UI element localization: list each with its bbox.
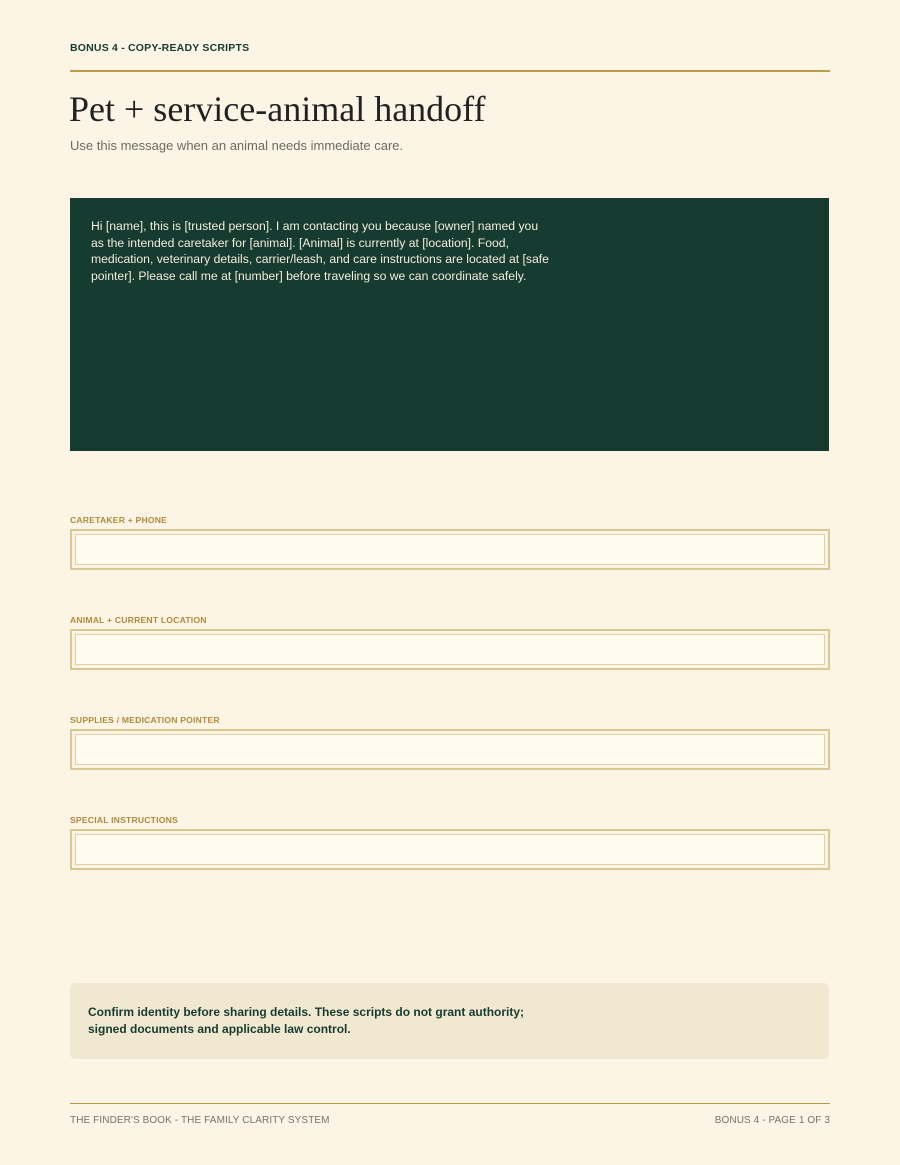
footer-divider: [70, 1103, 830, 1104]
disclaimer-text: Confirm identity before sharing details. These scripts do not grant authority; signed documents and applicable law control.: [88, 1005, 525, 1036]
field-label-animal-location: ANIMAL + CURRENT LOCATION: [70, 615, 207, 625]
footer-book-title: THE FINDER'S BOOK - THE FAMILY CLARITY SYSTEM: [70, 1115, 330, 1126]
section-eyebrow: BONUS 4 - COPY-READY SCRIPTS: [70, 42, 250, 54]
script-message-box: [70, 198, 829, 451]
field-label-caretaker-phone: CARETAKER + PHONE: [70, 515, 168, 525]
field-supplies-medication-input[interactable]: [75, 734, 825, 765]
field-supplies-medication[interactable]: [70, 729, 830, 770]
footer-page-number: BONUS 4 - PAGE 1 OF 3: [714, 1115, 830, 1126]
field-label-supplies-medication: SUPPLIES / MEDICATION POINTER: [70, 715, 220, 725]
disclaimer-note: [70, 983, 829, 1059]
field-special-instructions[interactable]: [70, 829, 830, 870]
page-title: Pet + service-animal handoff: [69, 89, 486, 129]
field-animal-location[interactable]: [70, 629, 830, 670]
field-caretaker-phone-input[interactable]: [75, 534, 825, 565]
field-animal-location-input[interactable]: [75, 634, 825, 665]
field-label-special-instructions: SPECIAL INSTRUCTIONS: [70, 815, 178, 825]
field-special-instructions-input[interactable]: [75, 834, 825, 865]
header-divider: [70, 70, 830, 72]
field-caretaker-phone[interactable]: [70, 529, 830, 570]
page-subtitle: Use this message when an animal needs immediate care.: [70, 138, 404, 153]
script-message-text: Hi [name], this is [trusted person]. I am contacting you because [owner] named you as the intended caretaker for [animal]. [Animal] is currently at [location]. Food, medication, veterinary details, carrier/leash, and care instructions are located at [safe pointer]. Please call me at [number] before traveling so we can coordinate safely.: [91, 219, 549, 283]
